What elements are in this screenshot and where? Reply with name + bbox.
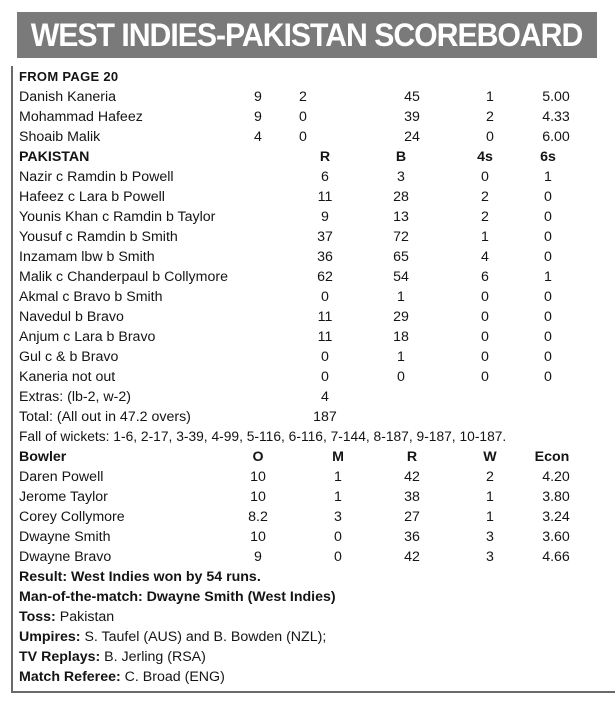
runs-value: 9	[321, 209, 329, 225]
batsman-dismissal: Anjum c Lara b Bravo	[19, 329, 156, 345]
toss-label: Toss:	[19, 609, 56, 625]
fours-value: 0	[481, 289, 489, 305]
batsman-dismissal: Nazir c Ramdin b Powell	[19, 169, 174, 185]
overs-value: 10	[250, 469, 266, 485]
batting-header	[0, 147, 615, 167]
bowling-row	[0, 507, 615, 527]
economy-header: Econ	[534, 449, 570, 465]
man-of-the-match: Man-of-the-match: Dwayne Smith (West Indies)	[19, 589, 336, 605]
runs-value: 6	[321, 169, 329, 185]
runs-value: 62	[317, 269, 333, 285]
batting-row	[0, 287, 615, 307]
wickets-value: 1	[486, 489, 494, 505]
fours-value: 0	[481, 349, 489, 365]
runs-value: 0	[321, 289, 329, 305]
batsman-dismissal: Kaneria not out	[19, 369, 116, 385]
fours-value: 0	[481, 369, 489, 385]
referee-row	[0, 667, 615, 687]
balls-value: 1	[397, 349, 405, 365]
bowler-name: Corey Collymore	[19, 509, 125, 525]
bowling-row	[0, 487, 615, 507]
total-label: Total: (All out in 47.2 overs)	[19, 409, 191, 425]
maidens-value: 2	[299, 89, 307, 105]
maidens-value: 0	[334, 529, 342, 545]
economy-value: 3.60	[542, 529, 570, 545]
runs-value: 38	[404, 489, 420, 505]
fours-value: 0	[481, 169, 489, 185]
overs-header: O	[252, 449, 264, 465]
referee-label: Match Referee:	[19, 669, 121, 685]
fours-value: 1	[481, 229, 489, 245]
runs-value: 42	[404, 549, 420, 565]
runs-value: 11	[317, 309, 333, 325]
batting-row	[0, 227, 615, 247]
fall-of-wickets-row	[0, 427, 615, 447]
referee-value: C. Broad (ENG)	[124, 669, 225, 685]
extras-value: 4	[321, 389, 329, 405]
overs-value: 9	[254, 549, 262, 565]
fours-value: 0	[481, 329, 489, 345]
tv-replays-row	[0, 647, 615, 667]
runs-value: 24	[404, 129, 420, 145]
bowler-name: Shoaib Malik	[19, 129, 101, 145]
batting-row	[0, 167, 615, 187]
scoreboard-title: WEST INDIES-PAKISTAN SCOREBOARD	[31, 16, 583, 53]
batting-row	[0, 347, 615, 367]
balls-value: 0	[397, 369, 405, 385]
balls-value: 28	[393, 189, 409, 205]
sixes-value: 0	[544, 309, 552, 325]
batsman-dismissal: Younis Khan c Ramdin b Taylor	[19, 209, 216, 225]
batsman-dismissal: Akmal c Bravo b Smith	[19, 289, 163, 305]
overs-value: 4	[254, 129, 262, 145]
tv-replays-label: TV Replays:	[19, 649, 101, 665]
extras-label: Extras: (lb-2, w-2)	[19, 389, 131, 405]
economy-value: 4.66	[542, 549, 570, 565]
batting-row	[0, 247, 615, 267]
umpires-label: Umpires:	[19, 629, 81, 645]
balls-value: 72	[393, 229, 409, 245]
batsman-dismissal: Navedul b Bravo	[19, 309, 124, 325]
prev-bowling-row	[0, 127, 615, 147]
batsman-dismissal: Hafeez c Lara b Powell	[19, 189, 165, 205]
economy-value: 6.00	[542, 129, 570, 145]
maidens-value: 0	[334, 549, 342, 565]
balls-value: 3	[397, 169, 405, 185]
toss-row	[0, 607, 615, 627]
batting-row	[0, 267, 615, 287]
balls-value: 13	[393, 209, 409, 225]
fours-header: 4s	[477, 149, 493, 165]
wickets-value: 2	[486, 109, 494, 125]
runs-value: 39	[404, 109, 420, 125]
batting-row	[0, 207, 615, 227]
economy-value: 3.80	[542, 489, 570, 505]
maidens-value: 1	[334, 489, 342, 505]
referee-row-text	[19, 667, 225, 687]
runs-value: 36	[404, 529, 420, 545]
sixes-value: 0	[544, 209, 552, 225]
umpires-value: S. Taufel (AUS) and B. Bowden (NZL);	[84, 629, 327, 645]
runs-value: 0	[321, 349, 329, 365]
wickets-value: 3	[486, 549, 494, 565]
wickets-value: 2	[486, 469, 494, 485]
toss-value: Pakistan	[59, 609, 115, 625]
runs-value: 11	[317, 329, 333, 345]
runs-value: 45	[404, 89, 420, 105]
runs-value: 42	[404, 469, 420, 485]
economy-value: 3.24	[542, 509, 570, 525]
sixes-value: 0	[544, 189, 552, 205]
economy-value: 4.33	[542, 109, 570, 125]
tv-replays-value: B. Jerling (RSA)	[104, 649, 206, 665]
result-row	[0, 567, 615, 587]
umpires-row-text	[19, 627, 326, 647]
fours-value: 0	[481, 309, 489, 325]
wickets-value: 1	[486, 89, 494, 105]
bowler-name: Danish Kaneria	[19, 89, 117, 105]
umpires-row	[0, 627, 615, 647]
bowler-name: Daren Powell	[19, 469, 104, 485]
sixes-value: 0	[544, 349, 552, 365]
balls-header: B	[395, 149, 407, 165]
fours-value: 4	[481, 249, 489, 265]
overs-value: 9	[254, 89, 262, 105]
prev-bowling-row	[0, 87, 615, 107]
bowler-name: Mohammad Hafeez	[19, 109, 143, 125]
total-row	[0, 407, 615, 427]
overs-value: 9	[254, 109, 262, 125]
economy-value: 4.20	[542, 469, 570, 485]
overs-value: 10	[250, 529, 266, 545]
bowler-name: Jerome Taylor	[19, 489, 108, 505]
bowling-header	[0, 447, 615, 467]
batsman-dismissal: Gul c & b Bravo	[19, 349, 119, 365]
runs-header: R	[406, 449, 418, 465]
sixes-value: 0	[544, 229, 552, 245]
fours-value: 2	[481, 209, 489, 225]
balls-value: 29	[393, 309, 409, 325]
balls-value: 54	[393, 269, 409, 285]
match-result: Result: West Indies won by 54 runs.	[19, 569, 261, 585]
maidens-value: 1	[334, 469, 342, 485]
batting-row	[0, 187, 615, 207]
total-value: 187	[313, 409, 337, 425]
sixes-header: 6s	[540, 149, 556, 165]
prev-bowling-row	[0, 107, 615, 127]
batting-row	[0, 367, 615, 387]
batting-row	[0, 327, 615, 347]
bowling-row	[0, 467, 615, 487]
batsman-dismissal: Inzamam lbw b Smith	[19, 249, 155, 265]
sixes-value: 1	[544, 169, 552, 185]
bowling-row	[0, 547, 615, 567]
batsman-dismissal: Malik c Chanderpaul b Collymore	[19, 269, 228, 285]
sixes-value: 1	[544, 269, 552, 285]
bowler-name: Dwayne Bravo	[19, 549, 112, 565]
runs-value: 36	[317, 249, 333, 265]
motm-row	[0, 587, 615, 607]
maidens-header: M	[332, 449, 344, 465]
extras-row	[0, 387, 615, 407]
bowler-name: Dwayne Smith	[19, 529, 111, 545]
batsman-dismissal: Yousuf c Ramdin b Smith	[19, 229, 178, 245]
balls-value: 1	[397, 289, 405, 305]
wickets-header: W	[483, 449, 497, 465]
batting-row	[0, 307, 615, 327]
runs-value: 27	[404, 509, 420, 525]
tv-replays-row-text	[19, 647, 206, 667]
toss-row-text	[19, 607, 114, 627]
wickets-value: 0	[486, 129, 494, 145]
overs-value: 10	[250, 489, 266, 505]
balls-value: 65	[393, 249, 409, 265]
team-name: PAKISTAN	[19, 149, 90, 165]
runs-value: 37	[317, 229, 333, 245]
sixes-value: 0	[544, 369, 552, 385]
sixes-value: 0	[544, 329, 552, 345]
continued-header	[0, 67, 615, 87]
fall-of-wickets: Fall of wickets: 1-6, 2-17, 3-39, 4-99, 5-116, 6-116, 7-144, 8-187, 9-187, 10-187.	[19, 429, 507, 444]
maidens-value: 0	[299, 129, 307, 145]
balls-value: 18	[393, 329, 409, 345]
continued-label: FROM PAGE 20	[19, 69, 119, 84]
bowler-header: Bowler	[19, 449, 67, 465]
maidens-value: 0	[299, 109, 307, 125]
economy-value: 5.00	[542, 89, 570, 105]
runs-header: R	[319, 149, 331, 165]
sixes-value: 0	[544, 249, 552, 265]
scoreboard-banner	[17, 12, 597, 58]
fours-value: 6	[481, 269, 489, 285]
wickets-value: 1	[486, 509, 494, 525]
wickets-value: 3	[486, 529, 494, 545]
overs-value: 8.2	[248, 509, 268, 525]
bowling-row	[0, 527, 615, 547]
maidens-value: 3	[334, 509, 342, 525]
fours-value: 2	[481, 189, 489, 205]
bottom-border-rule	[11, 691, 615, 693]
runs-value: 11	[317, 189, 333, 205]
sixes-value: 0	[544, 289, 552, 305]
runs-value: 0	[321, 369, 329, 385]
